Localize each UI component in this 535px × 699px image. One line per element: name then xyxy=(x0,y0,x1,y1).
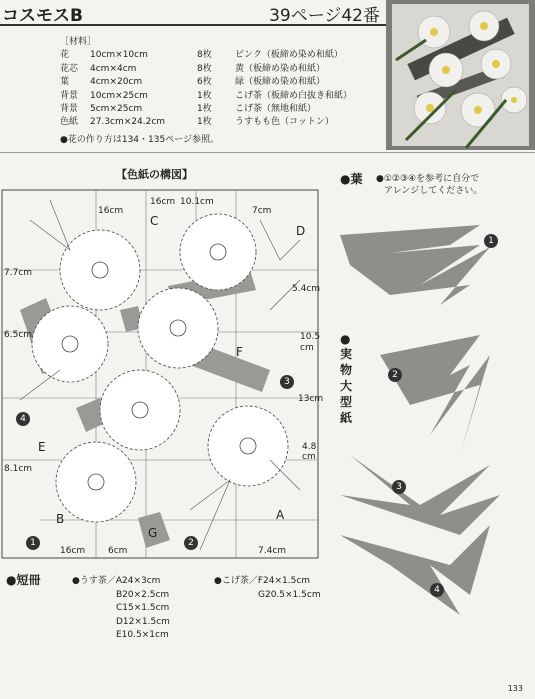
strip-size: D12×1.5cm xyxy=(116,616,170,627)
material-row xyxy=(60,103,352,116)
strip-size: G20.5×1.5cm xyxy=(258,589,321,600)
dim-label: 4.8 xyxy=(302,442,317,452)
strip-size: E10.5×1cm xyxy=(116,630,169,640)
page-title: コスモスB xyxy=(2,6,83,26)
material-desc: こげ茶（板締め白抜き和紙） xyxy=(235,90,353,101)
dim-label: 10.5 xyxy=(300,332,321,342)
dim-label: 16cm xyxy=(150,197,176,207)
strip-size: ●うす茶／A24×3cm xyxy=(72,576,161,586)
strip-letter: G xyxy=(148,526,158,540)
materials-heading: ［材料］ xyxy=(60,37,97,47)
material-item: 花芯 xyxy=(60,63,79,74)
dim-label: 5.4cm xyxy=(292,284,321,294)
actual-size-pattern-label: 実物大型紙 xyxy=(340,347,353,425)
strips-title: ●短冊 xyxy=(6,573,41,587)
material-size: 10cm×25cm xyxy=(90,90,148,101)
material-size: 4cm×4cm xyxy=(90,63,137,74)
artwork-illustration xyxy=(386,0,535,150)
light-brown-strips xyxy=(72,575,170,643)
bullet-icon: ● xyxy=(340,332,351,346)
material-size: 10cm×10cm xyxy=(90,50,148,61)
material-desc: 緑（板締め染め和紙） xyxy=(235,77,326,88)
material-qty: 8枚 xyxy=(197,63,212,74)
dim-label: cm xyxy=(302,452,316,462)
material-row xyxy=(60,63,352,76)
finished-artwork-photo xyxy=(386,0,535,150)
dim-label: cm xyxy=(300,343,314,353)
material-size: 27.3cm×24.2cm xyxy=(90,117,166,128)
material-item: 花 xyxy=(60,50,70,61)
material-item: 色紙 xyxy=(60,117,79,128)
material-desc: こげ茶（無地和紙） xyxy=(235,103,317,114)
dim-label: 16cm xyxy=(60,546,86,556)
leaves-title: ●葉 xyxy=(340,172,363,186)
strip-letter: B xyxy=(56,512,65,526)
strip-size: C15×1.5cm xyxy=(116,603,170,613)
material-item: 背景 xyxy=(60,90,79,101)
divider xyxy=(0,152,535,153)
strip-letter: D xyxy=(296,224,306,238)
leaf-label-2: 2 xyxy=(388,368,402,382)
dim-label: 7.4cm xyxy=(258,546,287,556)
strip-letter: F xyxy=(236,345,243,359)
material-item: 背景 xyxy=(60,103,79,114)
leaf-shapes xyxy=(340,225,500,615)
dim-label: 7.7cm xyxy=(4,268,33,278)
material-qty: 8枚 xyxy=(197,50,212,61)
dim-label: 10.1cm xyxy=(180,197,214,207)
dim-label: 13cm xyxy=(298,394,324,404)
leaf-label-1: 1 xyxy=(484,234,498,248)
material-size: 5cm×25cm xyxy=(90,103,143,114)
marker-3: 3 xyxy=(280,375,294,389)
material-desc: うすもも色（コットン） xyxy=(235,117,334,128)
dim-label: 7cm xyxy=(252,206,272,216)
leaf-label-4: 4 xyxy=(430,583,444,597)
dim-label: 6cm xyxy=(108,546,128,556)
strip-letter: C xyxy=(150,214,159,228)
dim-label: 6.5cm xyxy=(4,330,33,340)
marker-1: 1 xyxy=(26,536,40,550)
material-desc: 黄（板締め染め和紙） xyxy=(235,63,326,74)
material-row xyxy=(60,90,352,103)
materials-list xyxy=(60,36,352,130)
material-row xyxy=(60,116,352,129)
page-header xyxy=(0,0,386,26)
leaves-note-line2: アレンジしてください。 xyxy=(384,186,483,196)
strip-size: B20×2.5cm xyxy=(116,589,170,600)
materials-note: ●花の作り方は134・135ページ参照。 xyxy=(60,135,220,145)
material-qty: 1枚 xyxy=(197,103,212,114)
dark-brown-strips xyxy=(214,575,321,602)
material-qty: 1枚 xyxy=(197,117,212,128)
material-item: 葉 xyxy=(60,77,70,88)
diagram-caption: 【色紙の構図】 xyxy=(116,168,193,181)
dim-label: 16cm xyxy=(98,206,124,216)
material-desc: ピンク（板締め染め和紙） xyxy=(235,50,343,61)
leaf-patterns xyxy=(330,205,530,625)
material-row xyxy=(60,49,352,62)
page-reference: 39ページ42番 xyxy=(269,6,380,26)
marker-4: 4 xyxy=(16,412,30,426)
material-qty: 1枚 xyxy=(197,90,212,101)
material-qty: 6枚 xyxy=(197,77,212,88)
material-size: 4cm×20cm xyxy=(90,77,143,88)
marker-2: 2 xyxy=(184,536,198,550)
material-row xyxy=(60,76,352,89)
dim-label: 8.1cm xyxy=(4,464,33,474)
strip-letter: A xyxy=(276,508,285,522)
page-number: 133 xyxy=(507,684,523,693)
leaves-note-line1: ●①②③④を参考に自分で xyxy=(376,174,480,184)
leaf-label-3: 3 xyxy=(392,480,406,494)
strip-letter: E xyxy=(38,440,46,454)
strip-size: ●こげ茶／F24×1.5cm xyxy=(214,576,311,586)
